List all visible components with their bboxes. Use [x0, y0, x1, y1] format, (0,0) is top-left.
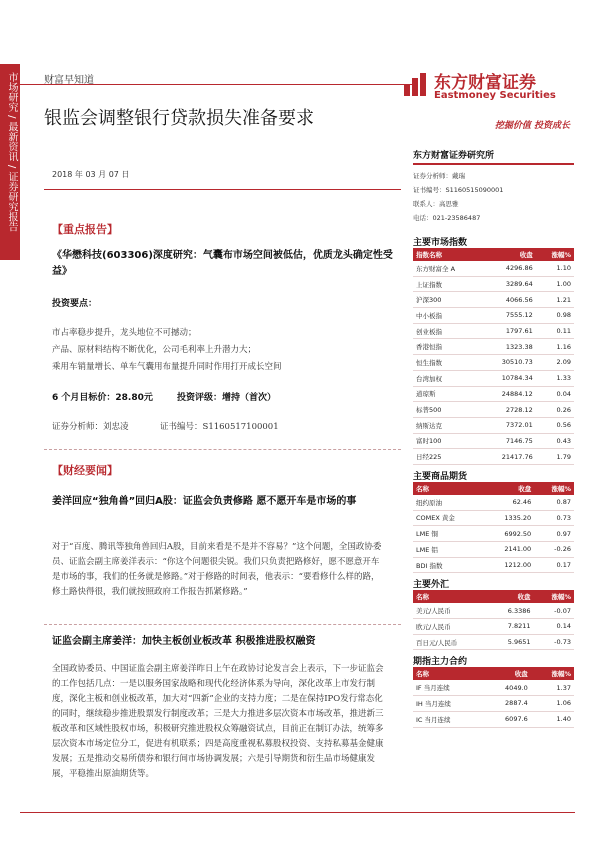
table-row	[413, 339, 574, 355]
target-price-label: 6 个月目标价：	[52, 393, 116, 403]
row-close: 3289.64	[480, 276, 535, 292]
row-change: 0.73	[534, 510, 574, 526]
row-close: 4066.56	[480, 292, 535, 308]
table-row	[413, 557, 574, 573]
row-change: 1.06	[531, 696, 574, 712]
table-row	[413, 355, 574, 371]
row-close: 21417.76	[480, 449, 535, 465]
table-row	[413, 680, 574, 695]
table-row	[413, 417, 574, 433]
row-change: 0.56	[536, 417, 574, 433]
page-title: 银监会调整银行贷款损失准备要求	[44, 108, 314, 129]
key-point: 产品、原材料结构不断优化，公司毛利率上升潜力大；	[52, 345, 257, 355]
table-row	[413, 510, 574, 526]
row-change: -0.73	[534, 634, 575, 650]
row-close: 1323.38	[480, 339, 535, 355]
row-change: 1.16	[536, 339, 574, 355]
table-row	[413, 696, 574, 712]
table-row	[413, 261, 574, 276]
table-row	[413, 711, 574, 727]
institute-rule	[413, 163, 574, 165]
table-row	[413, 402, 574, 418]
row-close: 2728.12	[480, 402, 535, 418]
news-heading: 【财经要闻】	[52, 464, 118, 477]
row-name: 日经225	[413, 449, 480, 465]
row-close: 1797.61	[480, 323, 535, 339]
row-name: 中小板指	[413, 308, 480, 324]
table-header: 名称	[413, 590, 488, 603]
row-name: IH 当月连续	[413, 696, 482, 712]
key-report-heading: 【重点报告】	[52, 223, 118, 236]
row-close: 7555.12	[480, 308, 535, 324]
row-name: 沪深300	[413, 292, 480, 308]
table-header: 收盘	[483, 482, 534, 495]
date-rule	[44, 189, 401, 190]
table-row	[413, 526, 574, 542]
table-row	[413, 634, 574, 650]
key-report-title: 《华懋科技(603306)深度研究：气囊布市场空间被低估，优质龙头确定性受益》	[52, 250, 393, 277]
row-change: 0.11	[536, 323, 574, 339]
institute-phone: 电话：021-23586487	[413, 214, 481, 222]
row-close: 4296.86	[480, 261, 535, 276]
table-header: 收盘	[480, 248, 535, 261]
logo-en-text: Eastmoney Securities	[434, 90, 556, 101]
row-name: IF 当月连续	[413, 680, 482, 695]
institute-cert: 证书编号：S1160515090001	[413, 186, 504, 194]
row-change: 2.09	[536, 355, 574, 371]
row-change: 0.26	[536, 402, 574, 418]
right-panel	[413, 148, 574, 728]
row-close: 2887.4	[482, 696, 531, 712]
row-close: 6.3386	[488, 603, 534, 618]
row-change: 0.04	[536, 386, 574, 402]
row-close: 30510.73	[480, 355, 535, 371]
news-body: 全国政协委员、中国证监会副主席姜洋昨日上午在政协讨论发言会上表示，下一步证监会的工作包括几点：一是以服务国家战略和现代化经济体系为导向，深化改革上市发行制度，深化主板和创业板改革，加大对“四新”企业的支持力度；二是在保持IPO发行常态化的同时，继续稳步推进股票发行制度改革；三是大力推进多层次资本市场改革，推进新三板改革和区域性股权市场，积极研究推进股权众筹融资试点，目前正在制订办法，统筹多层次资本市场定位分工，促进有机联系；四是高度重视私募股权投资、支持私募基金健康发展；五是推动交易所债券和银行间市场协调发展；六是引导期货和衍生品市场健康发展，平稳推出原油期货等。	[52, 664, 384, 779]
row-change: 1.33	[536, 370, 574, 386]
row-close: 7372.01	[480, 417, 535, 433]
table-row	[413, 386, 574, 402]
table-row	[413, 495, 574, 510]
table-header: 涨幅%	[536, 248, 574, 261]
row-name: 纳斯达克	[413, 417, 480, 433]
row-name: 富时100	[413, 433, 480, 449]
table-header: 涨幅%	[531, 667, 574, 680]
row-name: 香港恒指	[413, 339, 480, 355]
key-point: 乘用车销量增长、单车气囊用布量提升同时作用打开成长空间	[52, 362, 282, 372]
table-row	[413, 276, 574, 292]
table-row	[413, 449, 574, 465]
news-body: 对于“百度、腾讯等独角兽回归A股，目前来看是不是并不容易？”这个问题，全国政协委员、证监会副主席姜洋表示：“你这个问题很尖锐。我们只负责把路修好，愿不愿意开车是市场的事，我们的任务就是修路。”对于修路的时间表，他表示：“要看修什么样的路，修土路快得很，我们就按照政府工作报告抓紧修路。”	[52, 542, 382, 597]
section-divider	[44, 449, 401, 450]
table-row	[413, 308, 574, 324]
row-change: 1.21	[536, 292, 574, 308]
institute-contact: 联系人：高思雅	[413, 200, 459, 208]
table-row	[413, 370, 574, 386]
row-close: 7.8211	[488, 619, 534, 635]
table-row	[413, 603, 574, 618]
rating-label: 投资评级：	[177, 393, 223, 403]
rating-value: 增持（首次）	[222, 393, 277, 403]
row-change: 0.87	[534, 495, 574, 510]
table-header: 指数名称	[413, 248, 480, 261]
table-header: 涨幅%	[534, 590, 575, 603]
points-label: 投资要点：	[52, 299, 98, 309]
row-close: 62.46	[483, 495, 534, 510]
institute-analyst: 证券分析师：戴瑞	[413, 172, 465, 180]
table-header: 收盘	[488, 590, 534, 603]
row-change: -0.07	[534, 603, 575, 618]
row-change: 0.43	[536, 433, 574, 449]
row-name: 美元/人民币	[413, 603, 488, 618]
row-name: 台湾加权	[413, 370, 480, 386]
row-name: IC 当月连续	[413, 711, 482, 727]
report-cert: 证书编号：S1160517100001	[160, 422, 279, 432]
row-name: 东方财富全 A	[413, 261, 480, 276]
table-title: 期指主力合约	[413, 657, 468, 668]
row-name: 上证指数	[413, 276, 480, 292]
market-tables	[413, 235, 574, 728]
row-close: 6097.6	[482, 711, 531, 727]
row-name: LME 铝	[413, 542, 483, 558]
row-name: BDI 指数	[413, 557, 483, 573]
table-title: 主要商品期货	[413, 471, 468, 482]
table-row	[413, 292, 574, 308]
logo-slogan: 挖掘价值 投资成长	[494, 121, 570, 131]
report-analyst: 证券分析师：刘忠凌	[52, 422, 129, 432]
row-close: 7146.75	[480, 433, 535, 449]
row-change: 1.10	[536, 261, 574, 276]
table-row	[413, 433, 574, 449]
report-date: 2018 年 03 月 07 日	[52, 170, 130, 179]
row-close: 4049.0	[482, 680, 531, 695]
row-change: 0.98	[536, 308, 574, 324]
sidebar-bar	[0, 64, 20, 260]
row-close: 1212.00	[483, 557, 534, 573]
rating	[177, 390, 276, 406]
row-name: 欧元/人民币	[413, 619, 488, 635]
row-change: 1.37	[531, 680, 574, 695]
table-header: 涨幅%	[534, 482, 574, 495]
row-name: 纽约原油	[413, 495, 483, 510]
brand-logo	[400, 66, 580, 130]
row-name: 标普500	[413, 402, 480, 418]
row-name: LME 铜	[413, 526, 483, 542]
news-title: 姜洋回应“独角兽”回归A股：证监会负责修路 愿不愿开车是市场的事	[52, 496, 357, 507]
table-row	[413, 542, 574, 558]
table-title: 主要市场指数	[413, 238, 468, 248]
row-name: 恒生指数	[413, 355, 480, 371]
table-header: 名称	[413, 667, 482, 680]
row-close: 1335.20	[483, 510, 534, 526]
row-change: 0.14	[534, 619, 575, 635]
row-name: 道琼斯	[413, 386, 480, 402]
row-name: 创业板指	[413, 323, 480, 339]
table-row	[413, 323, 574, 339]
market-table	[413, 590, 574, 650]
market-table	[413, 667, 574, 727]
row-close: 24884.12	[480, 386, 535, 402]
target-price	[52, 390, 153, 406]
row-change: 1.00	[536, 276, 574, 292]
table-header: 收盘	[482, 667, 531, 680]
key-point: 市占率稳步提升，龙头地位不可撼动；	[52, 328, 197, 338]
footer-rule	[20, 812, 575, 813]
row-close: 10784.34	[480, 370, 535, 386]
sidebar-text: 市场研究 / 最新资讯 / 证券研究报告	[6, 72, 17, 232]
row-change: -0.26	[534, 542, 574, 558]
column-name: 财富早知道	[44, 75, 94, 86]
row-close: 5.9651	[488, 634, 534, 650]
row-change: 1.40	[531, 711, 574, 727]
market-table	[413, 482, 574, 573]
row-change: 0.97	[534, 526, 574, 542]
section-divider	[44, 624, 401, 625]
table-title: 主要外汇	[413, 580, 450, 591]
row-name: 百日元/人民币	[413, 634, 488, 650]
row-close: 6992.50	[483, 526, 534, 542]
logo-cn-text: 东方财富证券	[434, 73, 536, 93]
news-title: 证监会副主席姜洋：加快主板创业板改革 积极推进股权融资	[52, 636, 316, 647]
table-header: 名称	[413, 482, 483, 495]
market-table	[413, 248, 574, 465]
target-price-value: 28.80元	[115, 393, 153, 403]
institute-title: 东方财富证券研究所	[413, 151, 495, 161]
logo-mark-icon	[400, 70, 430, 100]
row-name: COMEX 黄金	[413, 510, 483, 526]
row-change: 0.17	[534, 557, 574, 573]
row-close: 2141.00	[483, 542, 534, 558]
row-change: 1.79	[536, 449, 574, 465]
table-row	[413, 619, 574, 635]
